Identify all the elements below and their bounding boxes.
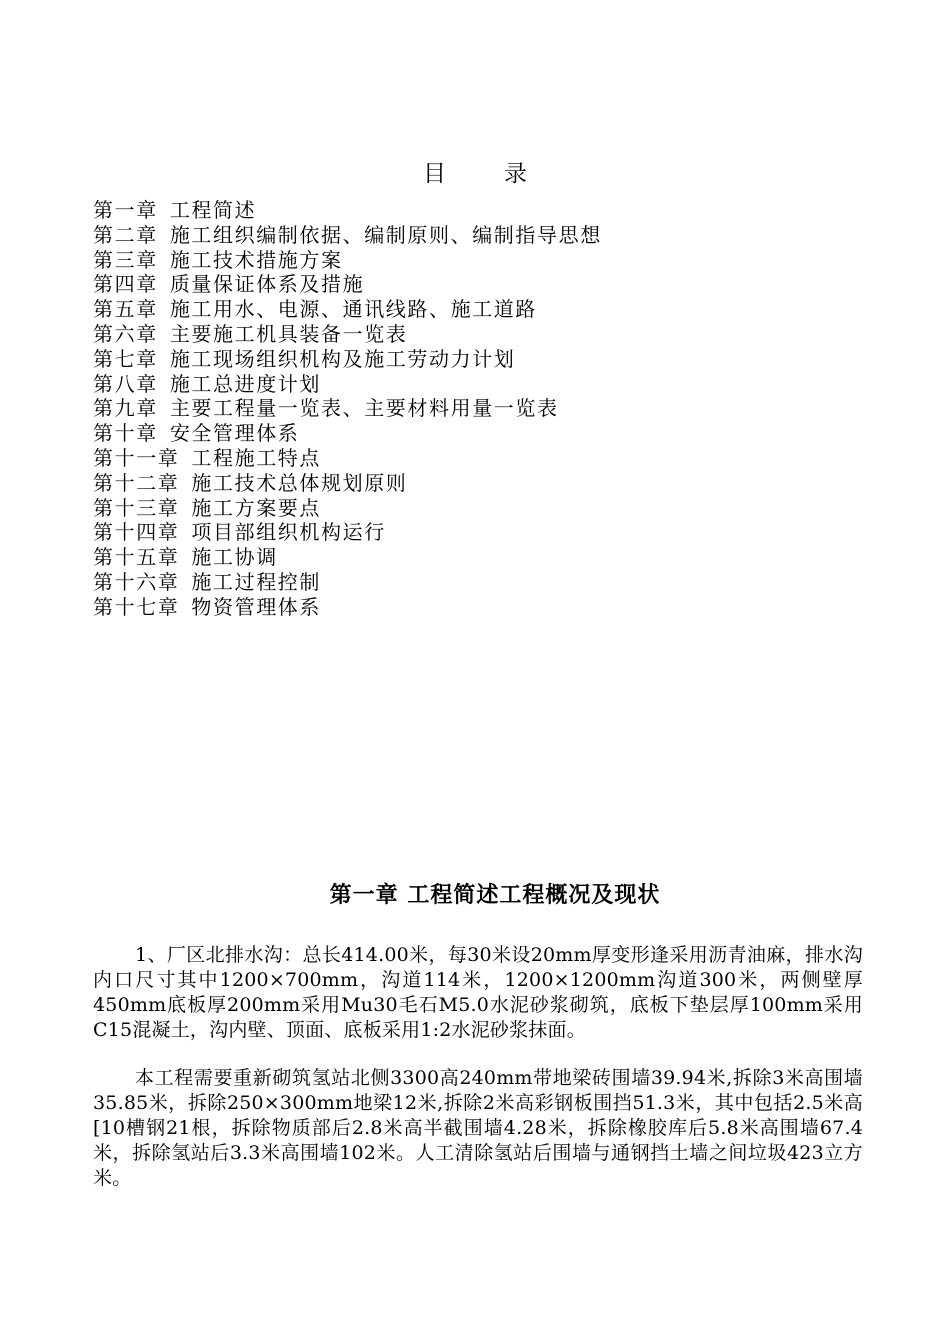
toc-item-title: 主要施工机具装备一览表 xyxy=(169,321,408,346)
toc-item-title: 工程简述 xyxy=(169,198,257,222)
toc-item-chapter: 第八章 xyxy=(93,371,158,396)
toc-item xyxy=(93,496,602,521)
toc-title: 目录 xyxy=(423,161,585,187)
toc-item xyxy=(93,198,602,223)
toc-item-chapter: 第三章 xyxy=(93,247,158,272)
toc-item xyxy=(93,347,602,372)
toc-item-title: 物资管理体系 xyxy=(191,594,322,619)
section-paragraph-2: 本工程需要重新砌筑氢站北侧3300高240mm带地梁砖围墙39.94米,拆除3米高围墙35.85米，拆除250×300mm地梁12米,拆除2米高彩钢板围挡51.3米，其中包括2.5米高[10槽钢21根，拆除物质部后2.8米高半截围墙4.28米，拆除橡胶库后5.8米高围墙67.4米，拆除氢站后3.3米高围墙102米。人工清除氢站后围墙与通钢挡土墙之间垃圾423立方米。 xyxy=(93,1067,863,1189)
toc-item xyxy=(93,595,602,620)
toc-item xyxy=(93,297,602,322)
toc-item-chapter: 第十章 xyxy=(93,421,158,446)
section-paragraph-1: 1、厂区北排水沟：总长414.00米，每30米设20mm厚变形逢采用沥青油麻，排水沟内口尺寸其中1200×700mm，沟道114米，1200×1200mm沟道300米，两侧壁厚450mm底板厚200mm采用Mu30毛石M5.0水泥砂浆砌筑，底板下垫层厚100mm采用C15混凝土，沟内壁、顶面、底板采用1:2水泥砂浆抹面。 xyxy=(93,944,863,1041)
toc-item-chapter: 第十七章 xyxy=(93,594,180,619)
toc-item-chapter: 第一章 xyxy=(93,198,158,222)
toc-item-title: 施工协调 xyxy=(191,545,278,570)
toc-item-title: 施工组织编制依据、编制原则、编制指导思想 xyxy=(169,222,602,247)
toc-item-title: 质量保证体系及措施 xyxy=(169,272,365,297)
toc-item-title: 施工现场组织机构及施工劳动力计划 xyxy=(169,346,516,371)
toc-item-chapter: 第十六章 xyxy=(93,569,180,594)
toc-item xyxy=(93,471,602,496)
toc-item-title: 施工技术总体规划原则 xyxy=(191,470,408,495)
toc-item-title: 主要工程量一览表、主要材料用量一览表 xyxy=(169,396,559,421)
toc-item-chapter: 第九章 xyxy=(93,396,158,421)
toc-item-chapter: 第七章 xyxy=(93,346,158,371)
toc-item xyxy=(93,446,602,471)
toc-item-title: 施工过程控制 xyxy=(191,569,322,594)
toc-item xyxy=(93,570,602,595)
toc-item-title: 施工总进度计划 xyxy=(169,371,322,396)
toc-item-title: 施工方案要点 xyxy=(191,495,322,520)
toc-item xyxy=(93,223,602,248)
toc-item-title: 施工用水、电源、通讯线路、施工道路 xyxy=(169,297,538,322)
toc-item-chapter: 第十四章 xyxy=(93,520,180,545)
toc-item xyxy=(93,322,602,347)
toc-item-chapter: 第十二章 xyxy=(93,470,180,495)
toc-item xyxy=(93,545,602,570)
toc-list xyxy=(93,198,602,620)
toc-item-chapter: 第十一章 xyxy=(93,445,180,470)
toc-item-title: 安全管理体系 xyxy=(169,421,300,446)
toc-item-title: 施工技术措施方案 xyxy=(169,247,343,272)
toc-item-title: 项目部组织机构运行 xyxy=(191,520,386,545)
toc-item xyxy=(93,248,602,273)
toc-item xyxy=(93,520,602,545)
toc-item-title: 工程施工特点 xyxy=(191,445,322,470)
toc-item-chapter: 第四章 xyxy=(93,272,158,297)
toc-item-chapter: 第十五章 xyxy=(93,545,180,570)
toc-item-chapter: 第十三章 xyxy=(93,495,180,520)
toc-item xyxy=(93,421,602,446)
toc-item xyxy=(93,272,602,297)
toc-item xyxy=(93,372,602,397)
section-title: 第一章 工程简述工程概况及现状 xyxy=(329,882,661,908)
toc-item xyxy=(93,396,602,421)
toc-item-chapter: 第六章 xyxy=(93,321,158,346)
toc-item-chapter: 第二章 xyxy=(93,222,158,247)
toc-item-chapter: 第五章 xyxy=(93,297,158,322)
